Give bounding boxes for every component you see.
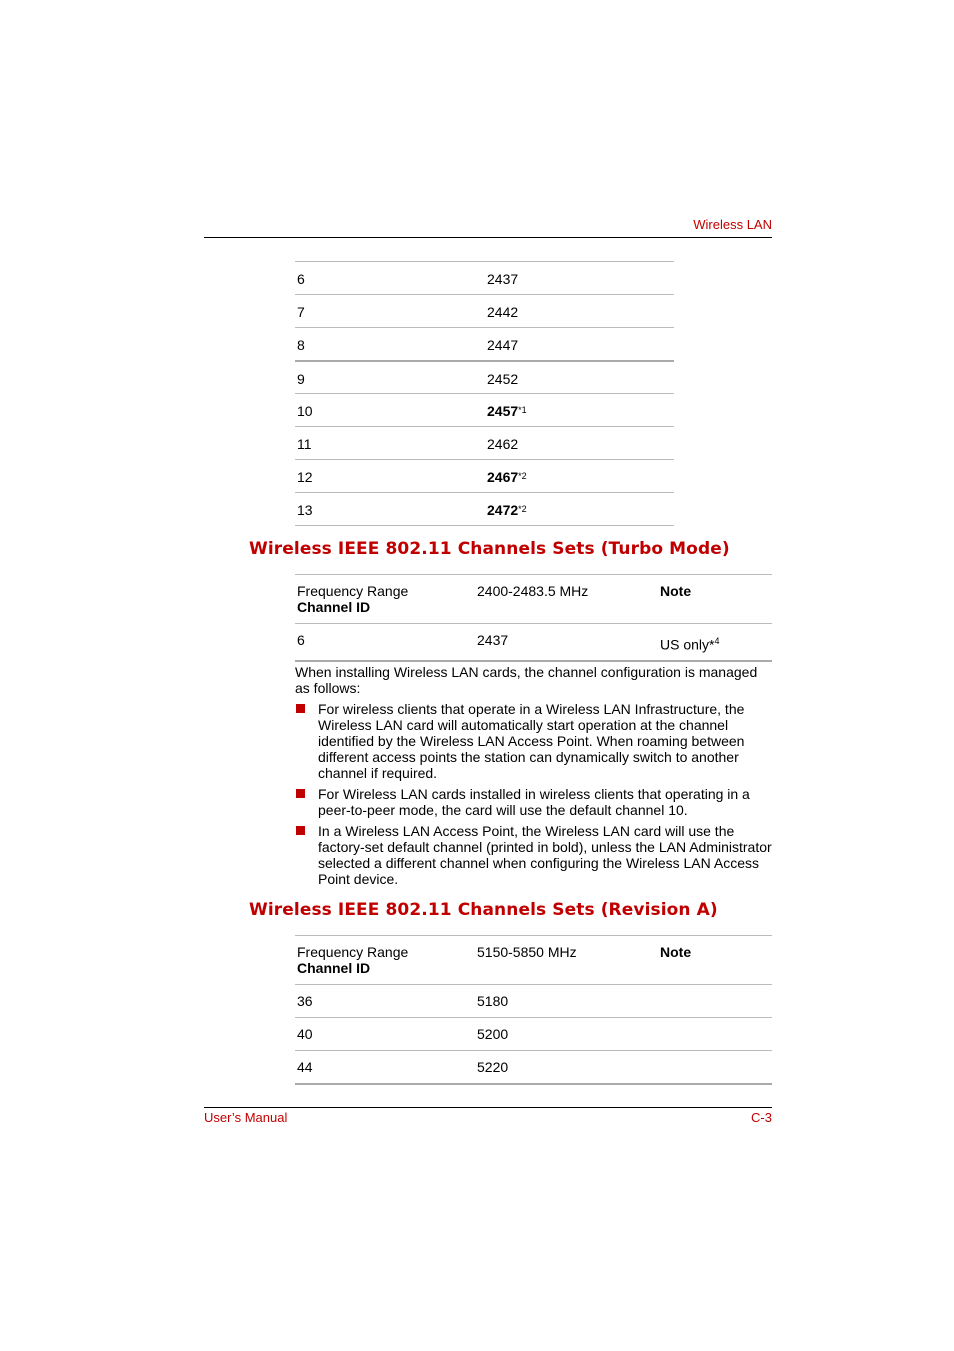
table-row xyxy=(295,493,674,526)
frequency-value: 2457 xyxy=(487,403,519,419)
channel-id-cell: 10 xyxy=(295,394,487,427)
channel-frequency-table xyxy=(295,261,674,526)
channel-id-cell: 8 xyxy=(295,328,487,361)
note-cell xyxy=(660,985,772,1018)
frequency-cell xyxy=(487,262,674,295)
frequency-value: 2467 xyxy=(487,469,519,485)
frequency-cell: 5220 xyxy=(477,1051,660,1085)
bullet-text: In a Wireless LAN Access Point, the Wireless LAN card will use the factory-set default channel (printed in bold), unless the LAN Administrator selected a different channel when configuring the Wireless LAN Access Point device. xyxy=(318,823,772,887)
table-row xyxy=(295,295,674,328)
table-row xyxy=(295,1051,772,1085)
header-cell-label xyxy=(295,575,477,624)
bullet-square-icon xyxy=(296,704,305,713)
frequency-cell xyxy=(487,394,674,427)
table-row xyxy=(295,328,674,361)
channel-id-cell: 12 xyxy=(295,460,487,493)
frequency-value: 2462 xyxy=(487,436,519,452)
bullet-list xyxy=(295,701,775,892)
table-header-row xyxy=(295,936,772,985)
table-row xyxy=(295,985,772,1018)
frequency-cell: 5200 xyxy=(477,1018,660,1051)
frequency-cell xyxy=(487,295,674,328)
channel-id-cell: 13 xyxy=(295,493,487,526)
turbo-mode-table xyxy=(295,574,772,662)
frequency-range-label: Frequency Range xyxy=(297,944,409,960)
list-item xyxy=(295,786,775,818)
channel-id-cell: 9 xyxy=(295,361,487,394)
frequency-cell xyxy=(487,361,674,394)
footnote-marker: *1 xyxy=(518,405,527,415)
note-cell xyxy=(660,1018,772,1051)
channel-id-cell: 6 xyxy=(295,262,487,295)
frequency-range-label: Frequency Range xyxy=(297,583,409,599)
list-item xyxy=(295,701,775,781)
table-row xyxy=(295,427,674,460)
bullet-square-icon xyxy=(296,826,305,835)
table-row xyxy=(295,624,772,662)
frequency-cell: 5180 xyxy=(477,985,660,1018)
table-row xyxy=(295,262,674,295)
bullet-text: For wireless clients that operate in a Wireless LAN Infrastructure, the Wireless LAN card will automatically start operation at the channel identified by the Wireless LAN Access Point. When roaming between different access points the station can dynamically switch to another channel if required. xyxy=(318,701,745,781)
running-header: Wireless LAN xyxy=(693,217,772,232)
footnote-marker: *2 xyxy=(518,471,527,481)
frequency-value: 2437 xyxy=(487,271,519,287)
frequency-value: 2442 xyxy=(487,304,519,320)
frequency-cell xyxy=(487,427,674,460)
note-cell xyxy=(660,1051,772,1085)
footer-manual-title: User’s Manual xyxy=(204,1110,288,1125)
note-header: Note xyxy=(660,575,772,624)
footer-page-number: C-3 xyxy=(751,1110,772,1125)
frequency-range-value: 5150-5850 MHz xyxy=(477,936,660,985)
channel-id-cell: 44 xyxy=(295,1051,477,1085)
footnote-marker: *2 xyxy=(518,504,527,514)
header-cell-label xyxy=(295,936,477,985)
frequency-range-value: 2400-2483.5 MHz xyxy=(477,575,660,624)
frequency-cell: 2437 xyxy=(477,624,660,662)
table-row xyxy=(295,1018,772,1051)
channel-id-cell: 7 xyxy=(295,295,487,328)
channel-id-label: Channel ID xyxy=(297,599,371,615)
intro-paragraph: When installing Wireless LAN cards, the channel configuration is managed as follows: xyxy=(295,664,758,696)
frequency-value: 2472 xyxy=(487,502,519,518)
channel-id-cell: 36 xyxy=(295,985,477,1018)
note-text: US only* xyxy=(660,636,715,653)
revision-a-table xyxy=(295,935,772,1085)
table-header-row xyxy=(295,575,772,624)
note-cell xyxy=(660,624,772,662)
frequency-value: 2452 xyxy=(487,370,519,387)
frequency-value: 2447 xyxy=(487,337,519,353)
bullet-text: For Wireless LAN cards installed in wireless clients that operating in a peer-to-peer mode, the card will use the default channel 10. xyxy=(318,786,750,818)
note-footnote: 4 xyxy=(714,636,720,646)
channel-id-cell: 11 xyxy=(295,427,487,460)
revision-a-heading: Wireless IEEE 802.11 Channels Sets (Revision A) xyxy=(249,900,718,920)
frequency-cell xyxy=(487,460,674,493)
table-row xyxy=(295,361,674,394)
list-item xyxy=(295,823,775,887)
footer-divider xyxy=(204,1107,772,1108)
frequency-cell xyxy=(487,328,674,361)
table-row xyxy=(295,460,674,493)
turbo-mode-heading: Wireless IEEE 802.11 Channels Sets (Turbo Mode) xyxy=(249,539,730,559)
channel-id-cell: 6 xyxy=(295,624,477,662)
header-divider xyxy=(204,237,772,238)
bullet-square-icon xyxy=(296,789,305,798)
channel-id-label: Channel ID xyxy=(297,960,371,976)
channel-id-cell: 40 xyxy=(295,1018,477,1051)
table-row xyxy=(295,394,674,427)
frequency-cell xyxy=(487,493,674,526)
note-header: Note xyxy=(660,936,772,985)
